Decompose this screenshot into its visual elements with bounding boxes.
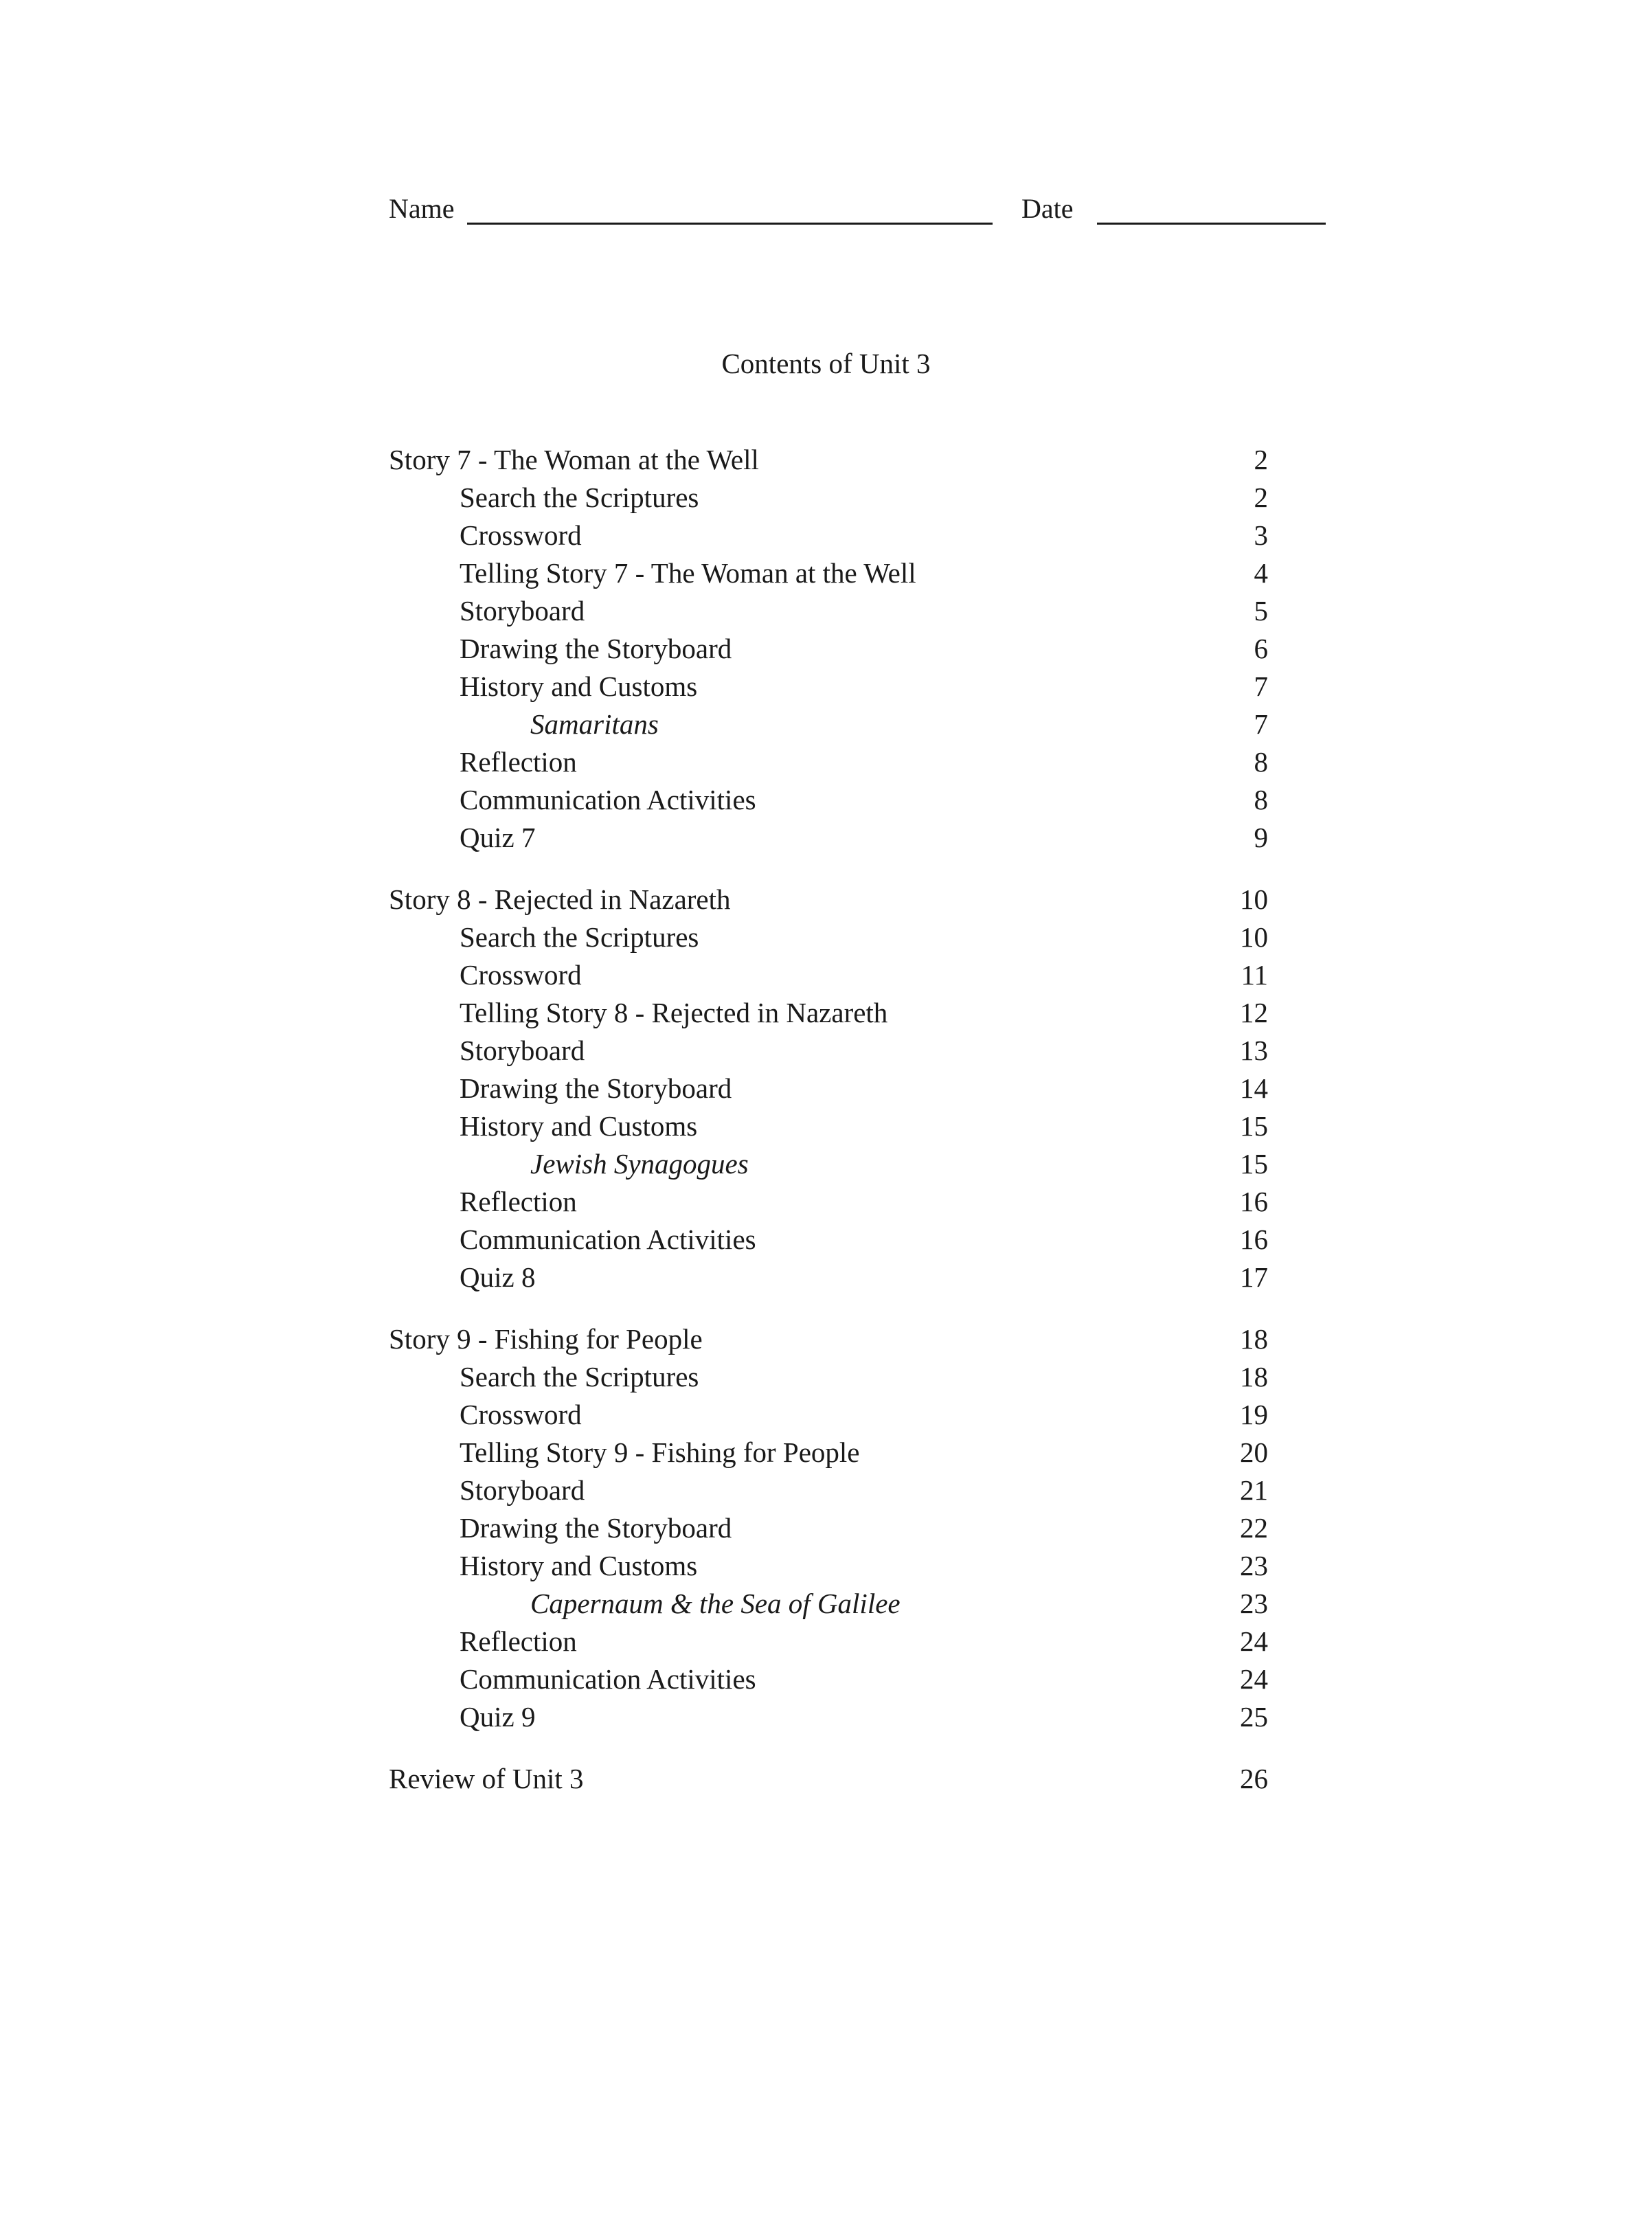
toc-entry-label: Search the Scriptures: [460, 921, 699, 953]
toc-page-number: 16: [1240, 1186, 1268, 1217]
toc-entry-label: Reflection: [460, 1625, 577, 1657]
toc-entry-main: [389, 441, 1268, 479]
toc-entry-sub: [389, 956, 1268, 994]
toc-entry-label: History and Customs: [460, 1550, 698, 1581]
toc-section: [389, 441, 1268, 857]
toc-entry-label: Jewish Synagogues: [530, 1148, 749, 1180]
toc-entry-label: Search the Scriptures: [460, 482, 699, 513]
toc-entry-topic: [389, 706, 1268, 743]
toc-entry-sub: [389, 819, 1268, 857]
toc-page-number: 13: [1240, 1035, 1268, 1066]
toc-section: [389, 1760, 1268, 1798]
toc-entry-sub: [389, 1623, 1268, 1660]
toc-page-number: 19: [1240, 1399, 1268, 1430]
toc-page-number: 7: [1254, 670, 1268, 702]
toc-page-number: 7: [1254, 708, 1268, 740]
toc-entry-main: [389, 881, 1268, 918]
toc-entry-sub: [389, 630, 1268, 668]
toc-entry-label: Storyboard: [460, 1035, 585, 1066]
toc-entry-label: Crossword: [460, 519, 582, 551]
toc-page-number: 18: [1240, 1361, 1268, 1393]
toc-entry-label: Story 9 - Fishing for People: [389, 1323, 703, 1355]
toc-entry-sub: [389, 517, 1268, 554]
toc-entry-main: [389, 1760, 1268, 1798]
toc-page-number: 12: [1240, 997, 1268, 1028]
toc-page-number: 23: [1240, 1588, 1268, 1619]
date-blank-line[interactable]: [1097, 223, 1326, 225]
toc-entry-label: Drawing the Storyboard: [460, 1072, 732, 1104]
toc-entry-sub: [389, 1396, 1268, 1434]
toc-entry-label: Telling Story 9 - Fishing for People: [460, 1436, 860, 1468]
toc-page-number: 6: [1254, 633, 1268, 664]
table-of-contents: [389, 441, 1268, 1822]
toc-entry-topic: [389, 1585, 1268, 1623]
toc-entry-sub: [389, 1434, 1268, 1472]
toc-entry-sub: [389, 1660, 1268, 1698]
toc-entry-sub: [389, 781, 1268, 819]
toc-entry-main: [389, 1320, 1268, 1358]
toc-entry-sub: [389, 1472, 1268, 1509]
toc-entry-label: Story 7 - The Woman at the Well: [389, 444, 759, 475]
toc-entry-label: Quiz 9: [460, 1701, 536, 1733]
toc-page-number: 4: [1254, 557, 1268, 589]
name-label: Name: [389, 193, 455, 224]
toc-entry-label: Storyboard: [460, 1474, 585, 1506]
toc-entry-label: Review of Unit 3: [389, 1763, 584, 1794]
toc-page-number: 2: [1254, 444, 1268, 475]
toc-entry-label: Quiz 8: [460, 1261, 536, 1293]
toc-page-number: 24: [1240, 1663, 1268, 1695]
name-blank-line[interactable]: [467, 223, 993, 225]
toc-page-number: 14: [1240, 1072, 1268, 1104]
toc-section: [389, 1320, 1268, 1736]
toc-page-number: 23: [1240, 1550, 1268, 1581]
toc-page-number: 15: [1240, 1148, 1268, 1180]
toc-page-number: 10: [1240, 921, 1268, 953]
toc-entry-label: Crossword: [460, 1399, 582, 1430]
toc-page-number: 5: [1254, 595, 1268, 627]
toc-entry-label: Reflection: [460, 746, 577, 778]
toc-page-number: 22: [1240, 1512, 1268, 1544]
toc-entry-sub: [389, 1547, 1268, 1585]
toc-entry-sub: [389, 1221, 1268, 1259]
toc-page-number: 21: [1240, 1474, 1268, 1506]
toc-entry-topic: [389, 1145, 1268, 1183]
toc-entry-label: Quiz 7: [460, 822, 536, 853]
page-title: Contents of Unit 3: [721, 348, 931, 379]
toc-page-number: 9: [1254, 822, 1268, 853]
date-label: Date: [1021, 193, 1074, 224]
toc-entry-sub: [389, 918, 1268, 956]
toc-entry-sub: [389, 1032, 1268, 1070]
toc-page-number: 8: [1254, 784, 1268, 815]
toc-entry-label: Telling Story 7 - The Woman at the Well: [460, 557, 916, 589]
toc-section: [389, 881, 1268, 1296]
toc-entry-label: Reflection: [460, 1186, 577, 1217]
toc-entry-label: Storyboard: [460, 595, 585, 627]
toc-page-number: 17: [1240, 1261, 1268, 1293]
toc-entry-label: Crossword: [460, 959, 582, 991]
toc-entry-sub: [389, 994, 1268, 1032]
toc-entry-label: Telling Story 8 - Rejected in Nazareth: [460, 997, 888, 1028]
toc-entry-sub: [389, 479, 1268, 517]
toc-entry-sub: [389, 1259, 1268, 1296]
toc-page-number: 15: [1240, 1110, 1268, 1142]
toc-page-number: 20: [1240, 1436, 1268, 1468]
toc-page-number: 16: [1240, 1224, 1268, 1255]
toc-entry-label: Drawing the Storyboard: [460, 633, 732, 664]
toc-page-number: 25: [1240, 1701, 1268, 1733]
toc-entry-sub: [389, 743, 1268, 781]
toc-entry-sub: [389, 668, 1268, 706]
toc-entry-sub: [389, 1070, 1268, 1107]
toc-entry-label: Samaritans: [530, 708, 659, 740]
toc-page-number: 2: [1254, 482, 1268, 513]
toc-entry-sub: [389, 1698, 1268, 1736]
toc-page-number: 18: [1240, 1323, 1268, 1355]
toc-entry-label: Communication Activities: [460, 784, 756, 815]
toc-entry-label: Story 8 - Rejected in Nazareth: [389, 883, 731, 915]
toc-page-number: 3: [1254, 519, 1268, 551]
toc-entry-label: History and Customs: [460, 670, 698, 702]
toc-page-number: 11: [1241, 959, 1268, 991]
toc-entry-sub: [389, 1107, 1268, 1145]
toc-entry-sub: [389, 1358, 1268, 1396]
toc-entry-label: Drawing the Storyboard: [460, 1512, 732, 1544]
toc-page-number: 24: [1240, 1625, 1268, 1657]
toc-entry-label: History and Customs: [460, 1110, 698, 1142]
toc-entry-label: Communication Activities: [460, 1663, 756, 1695]
toc-page-number: 8: [1254, 746, 1268, 778]
toc-page-number: 26: [1240, 1763, 1268, 1794]
toc-entry-sub: [389, 592, 1268, 630]
toc-entry-label: Capernaum & the Sea of Galilee: [530, 1588, 901, 1619]
toc-entry-sub: [389, 1183, 1268, 1221]
toc-page-number: 10: [1240, 883, 1268, 915]
toc-entry-label: Search the Scriptures: [460, 1361, 699, 1393]
toc-entry-sub: [389, 1509, 1268, 1547]
toc-entry-label: Communication Activities: [460, 1224, 756, 1255]
toc-entry-sub: [389, 554, 1268, 592]
